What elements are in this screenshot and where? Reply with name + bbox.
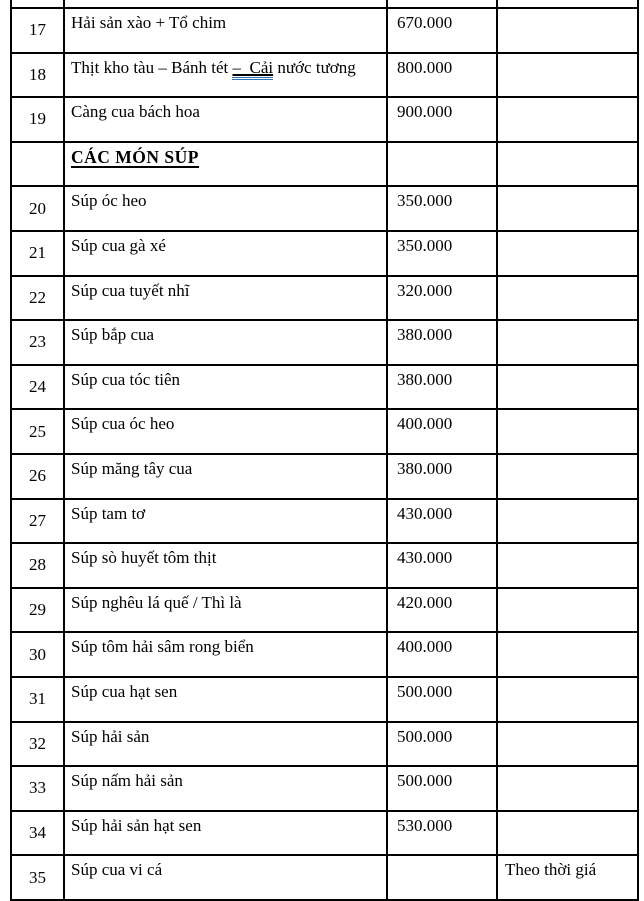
dish-name-cell: Súp cua hạt sen [64, 677, 387, 722]
note-cell [497, 588, 638, 633]
price-cell: 500.000 [387, 766, 497, 811]
dish-name-cell: Súp óc heo [64, 186, 387, 231]
price-cell: 800.000 [387, 53, 497, 98]
row-number-cell: 30 [11, 632, 64, 677]
dish-name-cell: Càng cua bách hoa [64, 97, 387, 142]
note-cell [497, 811, 638, 856]
menu-item-row [11, 811, 638, 856]
dish-name-cell: Súp cua vi cá [64, 855, 387, 900]
price-cell: 380.000 [387, 454, 497, 499]
dish-name-cell: Súp cua gà xé [64, 231, 387, 276]
dish-name-cell: Súp tam tơ [64, 499, 387, 544]
row-number-cell: 29 [11, 588, 64, 633]
price-cell: 420.000 [387, 588, 497, 633]
row-number-cell: 34 [11, 811, 64, 856]
menu-item-row [11, 499, 638, 544]
note-cell [497, 766, 638, 811]
price-cell: 380.000 [387, 365, 497, 410]
menu-item-row [11, 186, 638, 231]
dish-text: Thịt kho tàu – Bánh tét [71, 57, 233, 77]
dish-name-cell: Súp măng tây cua [64, 454, 387, 499]
menu-item-row [11, 8, 638, 53]
menu-item-row [11, 320, 638, 365]
dish-name-cell: Hải sản xào + Tổ chim [64, 8, 387, 53]
note-cell [497, 454, 638, 499]
menu-item-row [11, 855, 638, 900]
dish-name-cell: Súp nghêu lá quế / Thì là [64, 588, 387, 633]
menu-item-row [11, 722, 638, 767]
price-cell: 500.000 [387, 677, 497, 722]
price-cell: 430.000 [387, 543, 497, 588]
menu-item-row [11, 454, 638, 499]
partial-cell [64, 0, 387, 8]
dish-name-cell: Súp hải sản [64, 722, 387, 767]
price-cell: 530.000 [387, 811, 497, 856]
menu-item-row [11, 588, 638, 633]
row-number-cell: 20 [11, 186, 64, 231]
row-number-cell: 19 [11, 97, 64, 142]
row-number-cell: 27 [11, 499, 64, 544]
note-cell [497, 53, 638, 98]
note-cell [497, 97, 638, 142]
note-cell [497, 677, 638, 722]
price-cell: 320.000 [387, 276, 497, 321]
row-number-cell [11, 142, 64, 187]
menu-item-row [11, 365, 638, 410]
row-number-cell: 18 [11, 53, 64, 98]
menu-item-row [11, 766, 638, 811]
menu-item-row [11, 53, 638, 98]
partial-cell [387, 0, 497, 8]
menu-item-row [11, 632, 638, 677]
note-cell [497, 409, 638, 454]
row-number-cell: 21 [11, 231, 64, 276]
note-cell [497, 543, 638, 588]
menu-item-row [11, 677, 638, 722]
partial-row-top [11, 0, 638, 8]
dish-name-cell: Súp cua tóc tiên [64, 365, 387, 410]
note-cell [497, 186, 638, 231]
dish-name-cell: Súp nấm hải sản [64, 766, 387, 811]
row-number-cell: 24 [11, 365, 64, 410]
note-cell [497, 632, 638, 677]
menu-item-row [11, 409, 638, 454]
note-cell [497, 365, 638, 410]
partial-cell [11, 0, 64, 8]
dish-name-cell: Súp hải sản hạt sen [64, 811, 387, 856]
note-cell [497, 722, 638, 767]
note-cell [497, 320, 638, 365]
price-cell [387, 855, 497, 900]
menu-price-table [10, 0, 639, 901]
price-cell: 500.000 [387, 722, 497, 767]
row-number-cell: 26 [11, 454, 64, 499]
row-number-cell: 22 [11, 276, 64, 321]
row-number-cell: 35 [11, 855, 64, 900]
row-number-cell: 17 [11, 8, 64, 53]
note-cell [497, 276, 638, 321]
price-cell: 670.000 [387, 8, 497, 53]
row-number-cell: 23 [11, 320, 64, 365]
section-title: CÁC MÓN SÚP [71, 146, 199, 167]
note-cell [497, 8, 638, 53]
row-number-cell: 33 [11, 766, 64, 811]
dish-name-cell: Súp sò huyết tôm thịt [64, 543, 387, 588]
dish-name-cell: Súp tôm hải sâm rong biển [64, 632, 387, 677]
price-cell: 400.000 [387, 409, 497, 454]
note-cell [497, 142, 638, 187]
dish-name-cell: Súp cua tuyết nhĩ [64, 276, 387, 321]
menu-item-row [11, 276, 638, 321]
price-cell: 350.000 [387, 231, 497, 276]
menu-item-row [11, 543, 638, 588]
price-cell: 350.000 [387, 186, 497, 231]
price-cell: 430.000 [387, 499, 497, 544]
row-number-cell: 28 [11, 543, 64, 588]
price-cell: 900.000 [387, 97, 497, 142]
note-cell [497, 231, 638, 276]
note-cell [497, 499, 638, 544]
dish-name-cell: Súp bắp cua [64, 320, 387, 365]
section-title-cell [64, 142, 387, 187]
menu-item-row [11, 231, 638, 276]
dish-text: nước tương [273, 57, 356, 77]
section-header-row [11, 142, 638, 187]
price-cell [387, 142, 497, 187]
partial-cell [497, 0, 638, 8]
price-cell: 380.000 [387, 320, 497, 365]
row-number-cell: 25 [11, 409, 64, 454]
menu-item-row [11, 97, 638, 142]
grammar-underlined-text: – Cải [232, 58, 273, 80]
note-cell: Theo thời giá [497, 855, 638, 900]
row-number-cell: 32 [11, 722, 64, 767]
dish-name-cell: Súp cua óc heo [64, 409, 387, 454]
dish-name-cell [64, 53, 387, 98]
menu-table-body [11, 0, 638, 900]
row-number-cell: 31 [11, 677, 64, 722]
price-cell: 400.000 [387, 632, 497, 677]
